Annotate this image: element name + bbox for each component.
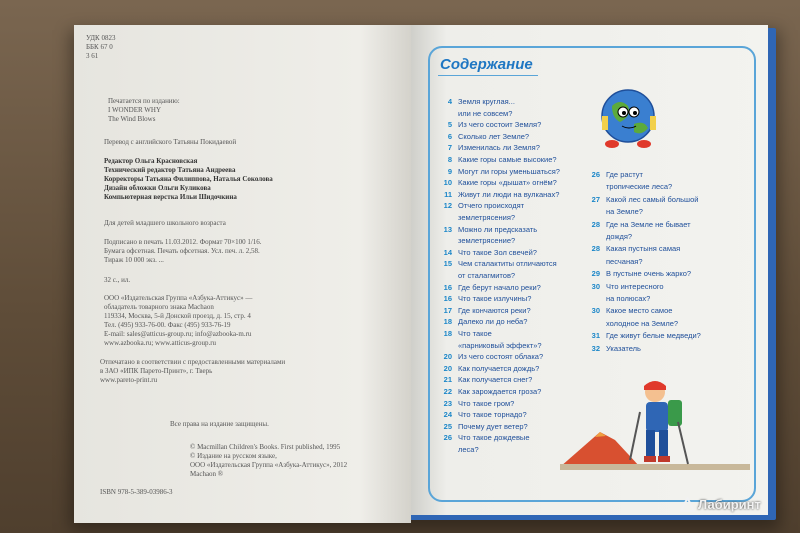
- toc-page-number: 28: [591, 244, 600, 254]
- toc-entry: [588, 319, 678, 328]
- imprint-line: 32 с., ил.: [104, 276, 131, 284]
- imprint-line: Технический редактор Татьяна Андреева: [104, 166, 236, 174]
- toc-entry-title: Чем сталактиты отличаются: [458, 259, 557, 269]
- toc-page-number: 31: [591, 331, 600, 341]
- toc-entry-title: Как получается снег?: [458, 375, 533, 385]
- toc-entry: [440, 248, 537, 257]
- climber-illustration: [560, 372, 750, 472]
- toc-entry-title: Какое место самое: [606, 306, 673, 316]
- toc-entry: [440, 132, 529, 141]
- toc-entry: [440, 178, 557, 187]
- toc-page-number: 8: [447, 155, 452, 164]
- toc-page-number: 24: [443, 410, 452, 420]
- imprint-line: ООО «Издательская Группа «Азбука-Аттикус», 2012: [190, 461, 348, 469]
- toc-entry: [440, 120, 541, 129]
- toc-entry: [440, 341, 542, 350]
- imprint-line: Все права на издание защищены.: [170, 420, 269, 428]
- toc-page-number: [588, 257, 600, 266]
- toc-page-number: 32: [591, 343, 600, 353]
- toc-entry: [440, 445, 479, 454]
- toc-entry-title: на Земле?: [606, 207, 643, 217]
- toc-page-number: 4: [447, 97, 452, 106]
- toc-page-number: 30: [591, 281, 600, 291]
- imprint-line: www.pareto-print.ru: [100, 376, 158, 384]
- toc-entry-title: Живут ли люди на вулканах?: [458, 189, 560, 199]
- toc-entry-title: Что такое дождевые: [458, 433, 530, 443]
- imprint-line: ISBN 978-5-389-03986-3: [100, 488, 173, 496]
- toc-entry: [588, 232, 632, 241]
- globe-character-illustration: [590, 76, 670, 156]
- toc-entry: [588, 269, 691, 278]
- imprint-line: 119334, Москва, 5-й Донской проезд, д. 15, стр. 4: [104, 312, 251, 320]
- toc-entry-title: на полюсах?: [606, 294, 651, 303]
- toc-entry-title: Какие горы самые высокие?: [458, 155, 557, 164]
- toc-entry-title: холодное на Земле?: [606, 318, 679, 328]
- toc-page-number: [440, 341, 452, 350]
- toc-page-number: [588, 232, 600, 241]
- toc-entry: [440, 410, 527, 419]
- toc-page-number: 29: [591, 269, 600, 279]
- toc-entry: [440, 201, 524, 210]
- toc-page-number: 6: [447, 131, 452, 141]
- toc-entry-title: Из чего состоят облака?: [458, 352, 544, 362]
- toc-entry: [440, 306, 531, 315]
- imprint-line: ББК 67 0: [86, 43, 113, 51]
- toc-entry: [588, 182, 672, 191]
- toc-entry: [440, 143, 540, 152]
- toc-page-number: 7: [447, 143, 452, 153]
- toc-entry-title: В пустыне очень жарко?: [606, 269, 692, 279]
- toc-page-number: [440, 236, 452, 245]
- toc-entry-title: Что такое Зол свечей?: [458, 247, 537, 257]
- toc-entry-title: тропические леса?: [606, 182, 673, 192]
- toc-page-number: 11: [444, 189, 452, 199]
- toc-page-number: 21: [443, 375, 452, 385]
- toc-entry: [440, 236, 515, 245]
- toc-entry: [440, 190, 559, 199]
- toc-page-number: 10: [443, 178, 452, 188]
- toc-page-number: 20: [443, 352, 452, 362]
- imprint-line: ООО «Издательская Группа «Азбука-Аттикус» —: [104, 294, 253, 302]
- toc-entry: [588, 282, 664, 291]
- toc-page-number: 5: [447, 120, 452, 130]
- toc-entry-title: Что интересного: [606, 281, 664, 291]
- imprint-line: Тел. (495) 933-76-00. Факс (495) 933-76-19: [104, 321, 231, 329]
- toc-entry: [440, 399, 514, 408]
- toc-entry-title: Что такое излучины?: [458, 294, 532, 304]
- toc-entry: [588, 244, 680, 253]
- toc-entry-title: Сколько лет Земле?: [458, 131, 530, 141]
- toc-page-number: 26: [443, 433, 452, 443]
- toc-entry-title: Где на Земле не бывает: [606, 219, 691, 229]
- imprint-line: Перевод с английского Татьяны Покидаевой: [104, 138, 237, 146]
- imprint-line: Отпечатано в соответствии с предоставленными материалами: [100, 358, 286, 366]
- imprint-line: Редактор Ольга Красновская: [104, 157, 198, 165]
- toc-page-number: 16: [443, 282, 452, 292]
- toc-page-number: 9: [447, 166, 452, 176]
- toc-entry-title: Земля круглая...: [458, 97, 515, 106]
- toc-entry: [440, 213, 515, 222]
- toc-entry-title: Как зарождается гроза?: [458, 387, 542, 396]
- toc-entry: [588, 306, 672, 315]
- toc-entry-title: или не совсем?: [458, 108, 513, 118]
- toc-entry-title: «парниковый эффект»?: [458, 340, 542, 350]
- toc-entry-title: леса?: [458, 445, 479, 454]
- imprint-line: I WONDER WHY: [108, 106, 162, 114]
- imprint-line: Для детей младшего школьного возраста: [104, 219, 226, 227]
- toc-entry: [440, 317, 527, 326]
- labirint-logo-icon: [680, 497, 695, 512]
- imprint-line: Корректоры Татьяна Филиппова, Наталья Соколова: [104, 175, 273, 183]
- toc-entry-title: Где живут белые медведи?: [606, 331, 701, 341]
- toc-entry: [440, 387, 541, 396]
- toc-entry: [440, 294, 531, 303]
- imprint-line: The Wind Blows: [108, 115, 156, 123]
- toc-page-number: 15: [443, 259, 452, 269]
- toc-entry-title: Далеко ли до неба?: [458, 317, 528, 327]
- toc-entry-title: Что такое торнадо?: [458, 410, 527, 420]
- imprint-line: © Издание на русском языке,: [190, 452, 277, 460]
- toc-page-number: 18: [443, 329, 452, 338]
- toc-page-number: 23: [443, 398, 452, 408]
- imprint-line: Machaon ®: [190, 470, 224, 478]
- toc-entry: [440, 329, 492, 338]
- toc-page-number: 20: [443, 363, 452, 373]
- toc-entry: [440, 167, 560, 176]
- toc-page-number: [440, 109, 452, 118]
- toc-page-number: 13: [443, 224, 452, 234]
- toc-entry-title: дождя?: [606, 232, 633, 241]
- toc-entry-title: Где кончаются реки?: [458, 305, 531, 315]
- toc-entry: [588, 220, 691, 229]
- toc-entry-title: песчаная?: [606, 256, 643, 266]
- imprint-line: Дизайн обложки Ольги Куликова: [104, 184, 211, 192]
- contents-title: Содержание: [440, 56, 533, 73]
- toc-page-number: 17: [443, 305, 452, 315]
- toc-entry: [588, 207, 643, 216]
- watermark-text: Лабиринт: [698, 497, 761, 512]
- toc-entry: [588, 257, 643, 266]
- toc-entry-title: Какой лес самый большой: [606, 194, 699, 204]
- toc-entry: [440, 283, 541, 292]
- imprint-line: www.azbooka.ru; www.atticus-group.ru: [104, 339, 217, 347]
- toc-entry: [440, 364, 539, 373]
- imprint-line: Подписано в печать 11.03.2012. Формат 70×100 1/16.: [104, 238, 262, 246]
- toc-entry: [440, 155, 557, 164]
- toc-page-number: [588, 182, 600, 191]
- toc-page-number: 12: [443, 201, 452, 211]
- toc-entry: [440, 259, 557, 268]
- imprint-line: Компьютерная верстка Ильи Шидочкина: [104, 193, 237, 201]
- toc-entry-title: Какая пустыня самая: [606, 244, 681, 254]
- toc-page-number: 16: [443, 294, 452, 304]
- toc-page-number: 14: [443, 247, 452, 257]
- toc-entry: [440, 433, 530, 442]
- toc-page-number: [440, 213, 452, 222]
- toc-entry-title: Что такое: [458, 329, 492, 338]
- title-underline: [438, 75, 538, 76]
- toc-page-number: [440, 445, 452, 454]
- toc-entry-title: землетрясение?: [458, 236, 516, 246]
- imprint-line: Бумага офсетная. Печать офсетная. Усл. печ. л. 2,58.: [104, 247, 260, 255]
- toc-page-number: [588, 207, 600, 216]
- toc-entry-title: Почему дует ветер?: [458, 421, 528, 431]
- imprint-line: Тираж 10 000 экз. ...: [104, 256, 164, 264]
- toc-entry: [440, 271, 515, 280]
- toc-page-number: 22: [443, 387, 452, 396]
- toc-page-number: 18: [443, 317, 452, 327]
- toc-entry: [440, 352, 543, 361]
- toc-page-number: [588, 319, 600, 328]
- imprint-line: © Macmillan Children's Books. First published, 1995: [190, 443, 341, 451]
- toc-entry-title: от сталагмитов?: [458, 271, 516, 280]
- toc-entry-title: Отчего происходят: [458, 201, 525, 211]
- toc-entry-title: Что такое гром?: [458, 398, 515, 408]
- imprint-line: УДК 0823: [86, 34, 116, 42]
- toc-page-number: 27: [591, 194, 600, 204]
- toc-entry-title: землетрясения?: [458, 213, 516, 222]
- toc-entry-title: Указатель: [606, 343, 641, 353]
- toc-entry: [588, 195, 698, 204]
- imprint-line: обладатель товарного знака Machaon: [104, 303, 214, 311]
- toc-entry: [440, 422, 528, 431]
- imprint-line: Печатается по изданию:: [108, 97, 180, 105]
- toc-entry: [588, 170, 643, 179]
- toc-page-number: [440, 271, 452, 280]
- toc-entry-title: Где берут начало реки?: [458, 282, 541, 292]
- toc-entry: [588, 344, 641, 353]
- toc-entry: [588, 331, 701, 340]
- imprint-line: 3 61: [86, 52, 99, 60]
- toc-entry-title: Изменилась ли Земля?: [458, 143, 540, 153]
- toc-page-number: 25: [443, 421, 452, 431]
- toc-entry: [440, 225, 537, 234]
- toc-entry: [440, 109, 512, 118]
- toc-page-number: 30: [591, 306, 600, 316]
- toc-page-number: [588, 294, 600, 303]
- toc-entry: [440, 97, 515, 106]
- imprint-line: в ЗАО «ИПК Парето-Принт», г. Тверь: [100, 367, 213, 375]
- toc-entry-title: Какие горы «дышат» огнём?: [458, 178, 557, 188]
- toc-entry-title: Как получается дождь?: [458, 363, 540, 373]
- toc-page-number: 28: [591, 219, 600, 229]
- labirint-watermark: [680, 497, 761, 512]
- toc-entry-title: Могут ли горы уменьшаться?: [458, 166, 560, 176]
- toc-page-number: 26: [591, 170, 600, 179]
- toc-entry-title: Можно ли предсказать: [458, 224, 538, 234]
- toc-entry: [440, 375, 532, 384]
- toc-entry-title: Где растут: [606, 170, 643, 179]
- toc-entry: [588, 294, 650, 303]
- imprint-line: E-mail: sales@atticus-group.ru; info@azbooka-m.ru: [104, 330, 252, 338]
- toc-entry-title: Из чего состоит Земля?: [458, 120, 542, 130]
